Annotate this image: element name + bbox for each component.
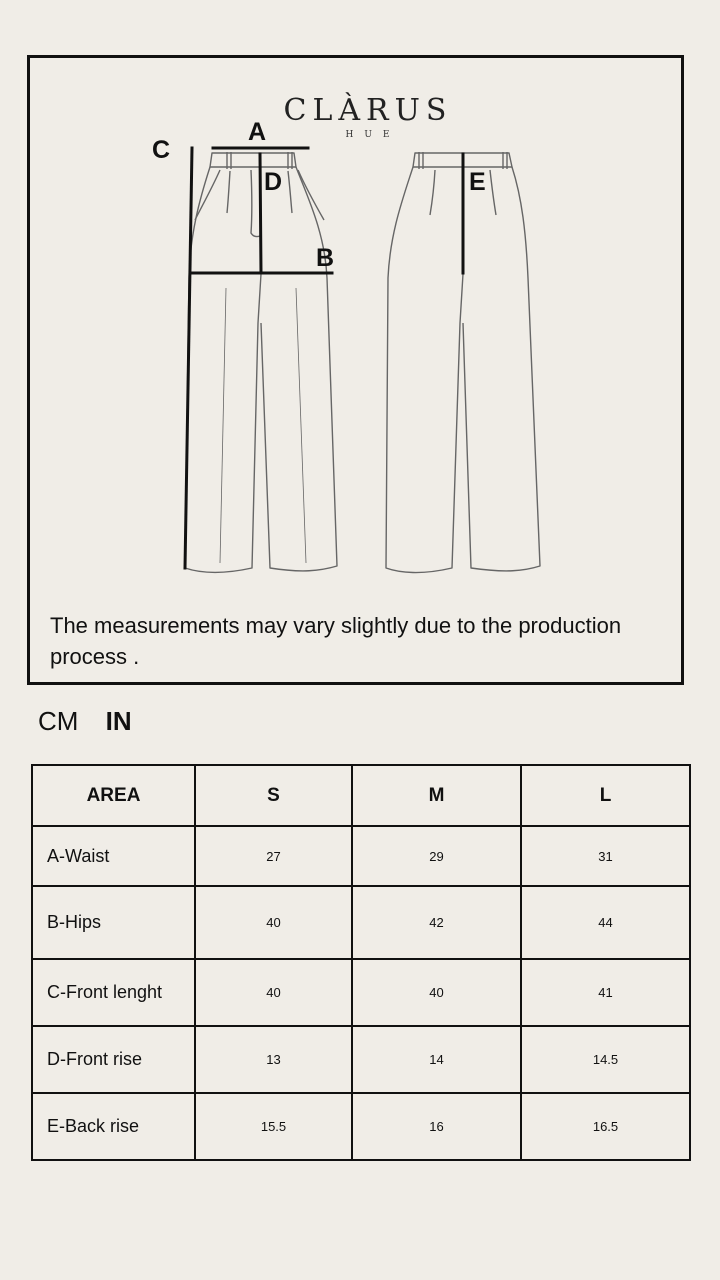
- table-row: [32, 1026, 690, 1093]
- value-s: 40: [195, 886, 352, 959]
- area-cell: C-Front lenght: [32, 959, 195, 1026]
- header-l: L: [521, 765, 690, 826]
- value-l: 16.5: [521, 1093, 690, 1160]
- area-cell: D-Front rise: [32, 1026, 195, 1093]
- table-header-row: [32, 765, 690, 826]
- label-c: C: [152, 136, 171, 164]
- pants-sketch: [30, 58, 681, 682]
- label-b: B: [316, 244, 335, 272]
- header-s: S: [195, 765, 352, 826]
- area-cell: B-Hips: [32, 886, 195, 959]
- area-cell: E-Back rise: [32, 1093, 195, 1160]
- pants-diagram-panel: [27, 55, 684, 685]
- value-s: 40: [195, 959, 352, 1026]
- brand-name: CLÀRUS: [283, 93, 453, 128]
- header-m: M: [352, 765, 521, 826]
- table-row: [32, 1093, 690, 1160]
- value-m: 14: [352, 1026, 521, 1093]
- value-l: 44: [521, 886, 690, 959]
- front-rise-line-d: [260, 154, 261, 273]
- value-l: 31: [521, 826, 690, 886]
- value-m: 29: [352, 826, 521, 886]
- value-l: 41: [521, 959, 690, 1026]
- value-s: 15.5: [195, 1093, 352, 1160]
- table-row: [32, 826, 690, 886]
- unit-toggle: [38, 705, 132, 737]
- size-table: [31, 764, 691, 1161]
- value-l: 14.5: [521, 1026, 690, 1093]
- table-row: [32, 959, 690, 1026]
- value-s: 13: [195, 1026, 352, 1093]
- value-m: 42: [352, 886, 521, 959]
- label-d: D: [264, 168, 283, 196]
- value-s: 27: [195, 826, 352, 886]
- front-length-line-c: [185, 148, 192, 568]
- header-area: AREA: [32, 765, 195, 826]
- table-row: [32, 886, 690, 959]
- area-cell: A-Waist: [32, 826, 195, 886]
- label-a: A: [248, 118, 267, 146]
- value-m: 16: [352, 1093, 521, 1160]
- measurement-note: The measurements may vary slightly due to the production process .: [50, 613, 622, 669]
- unit-in[interactable]: IN: [105, 706, 132, 736]
- brand-subtitle: HUE: [345, 130, 401, 140]
- value-m: 40: [352, 959, 521, 1026]
- label-e: E: [469, 168, 486, 196]
- brand-logo: [278, 94, 458, 140]
- unit-cm[interactable]: CM: [38, 706, 79, 736]
